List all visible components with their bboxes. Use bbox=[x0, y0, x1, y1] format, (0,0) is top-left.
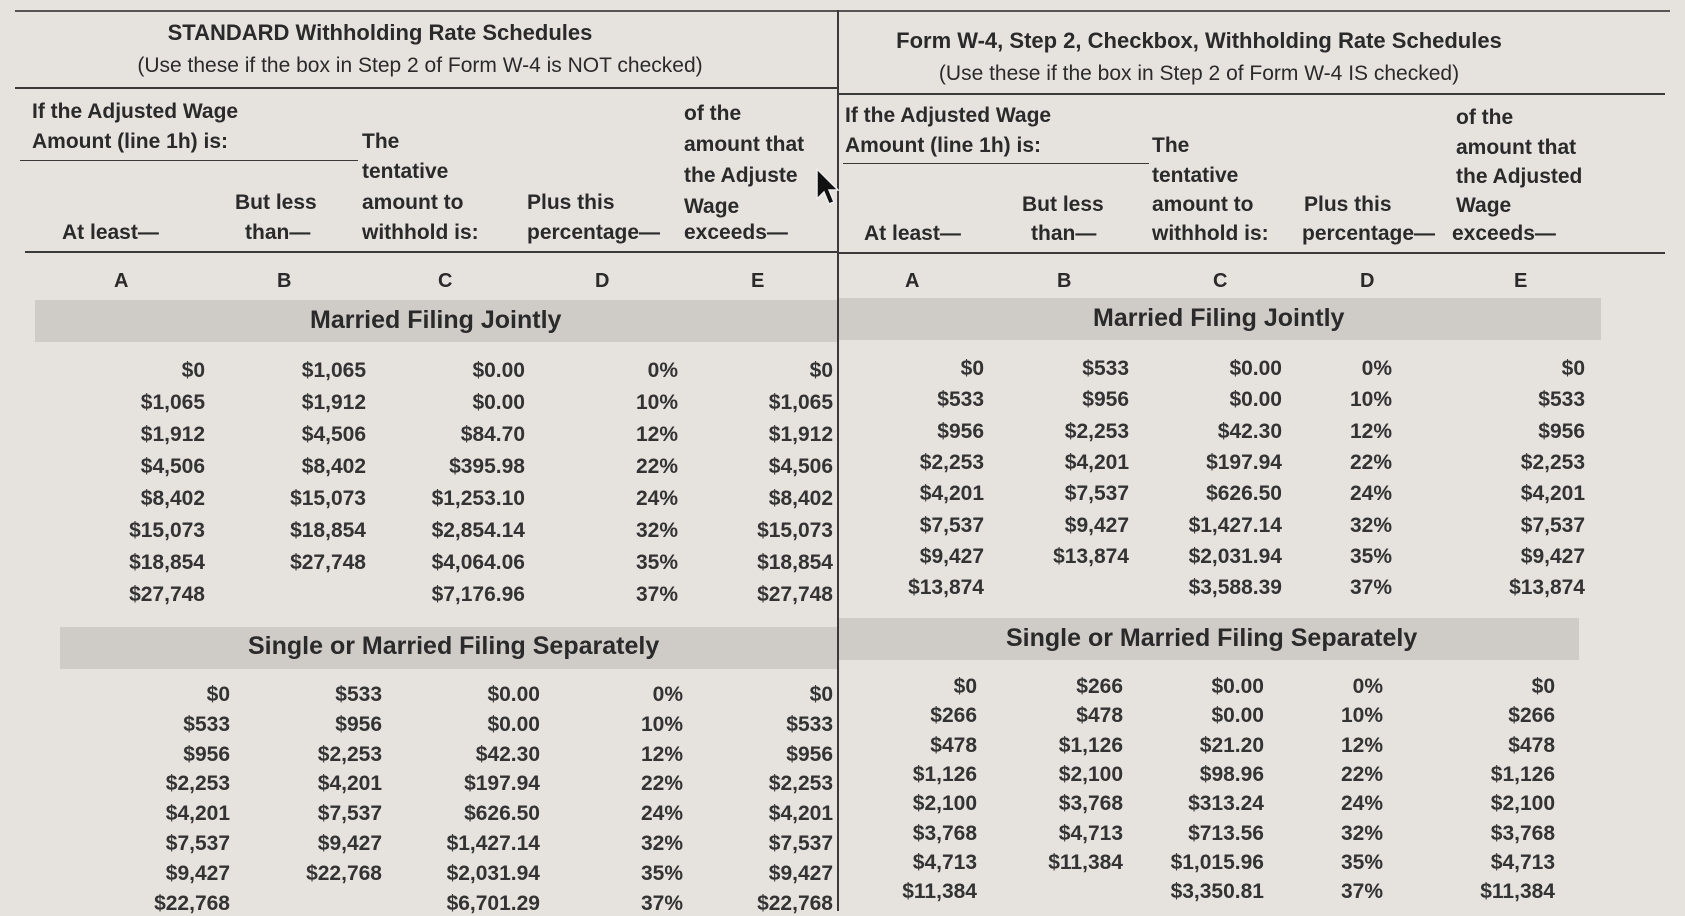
but-less-header-2: than— bbox=[1031, 222, 1097, 245]
cell-but-less-than: $11,384 bbox=[1048, 850, 1123, 874]
wage-header-rule bbox=[20, 160, 358, 161]
cell-but-less-than: $9,427 bbox=[1064, 513, 1129, 537]
cell-at-least: $4,201 bbox=[165, 802, 230, 826]
cell-at-least: $533 bbox=[183, 712, 230, 736]
column-letter-e: E bbox=[751, 270, 765, 292]
cell-but-less-than: $4,201 bbox=[1064, 450, 1129, 474]
cell-exceeds: $0 bbox=[1561, 357, 1585, 380]
cell-tentative-amount: $7,176.96 bbox=[431, 583, 525, 606]
cell-exceeds: $7,537 bbox=[1520, 513, 1585, 537]
cell-but-less-than: $2,100 bbox=[1058, 762, 1123, 786]
cell-but-less-than: $3,768 bbox=[1058, 792, 1123, 816]
cell-percentage: 24% bbox=[1340, 792, 1383, 816]
cell-percentage: 32% bbox=[1340, 821, 1383, 845]
at-least-header: At least— bbox=[62, 221, 159, 244]
cell-tentative-amount: $0.00 bbox=[472, 359, 525, 382]
cell-but-less-than: $533 bbox=[335, 683, 382, 706]
cell-but-less-than: $266 bbox=[1076, 675, 1123, 698]
cell-tentative-amount: $42.30 bbox=[475, 742, 540, 766]
cell-but-less-than: $7,537 bbox=[317, 802, 382, 826]
of-amount-header-5: exceeds— bbox=[684, 221, 788, 244]
cell-percentage: 24% bbox=[640, 802, 683, 826]
cell-percentage: 37% bbox=[1349, 576, 1392, 600]
cell-tentative-amount: $21.20 bbox=[1199, 733, 1264, 757]
but-less-header-1: But less bbox=[235, 191, 317, 214]
cell-percentage: 37% bbox=[1340, 880, 1383, 904]
cell-at-least: $1,065 bbox=[140, 391, 205, 414]
cell-at-least: $7,537 bbox=[165, 832, 230, 855]
cell-exceeds: $18,854 bbox=[757, 551, 833, 574]
tentative-header-3: amount to bbox=[1152, 193, 1254, 216]
cell-exceeds: $478 bbox=[1508, 733, 1555, 757]
cell-tentative-amount: $197.94 bbox=[1206, 450, 1282, 474]
cell-at-least: $13,874 bbox=[908, 576, 984, 600]
cell-at-least: $0 bbox=[960, 357, 984, 380]
cell-tentative-amount: $0.00 bbox=[487, 712, 540, 736]
cell-exceeds: $27,748 bbox=[757, 583, 833, 606]
single-section-title: Single or Married Filing Separately bbox=[1006, 624, 1418, 652]
cell-percentage: 12% bbox=[635, 423, 678, 446]
cell-percentage: 32% bbox=[640, 832, 683, 855]
checkbox-schedule-subtitle: (Use these if the box in Step 2 of Form W-4 IS checked) bbox=[938, 62, 1460, 85]
cell-percentage: 12% bbox=[1340, 733, 1383, 757]
of-amount-header-2: amount that bbox=[1456, 136, 1577, 159]
cell-percentage: 22% bbox=[640, 772, 683, 796]
standard-schedule-panel bbox=[0, 0, 838, 915]
cell-at-least: $0 bbox=[953, 675, 977, 698]
wage-header-line2: Amount (line 1h) is: bbox=[32, 130, 228, 153]
wage-header-rule bbox=[843, 163, 1149, 164]
cell-at-least: $18,854 bbox=[129, 551, 205, 574]
cell-percentage: 0% bbox=[1361, 357, 1392, 380]
column-header-rule bbox=[839, 252, 1665, 254]
cell-percentage: 22% bbox=[635, 455, 678, 478]
wage-header-line1: If the Adjusted Wage bbox=[845, 104, 1052, 127]
of-amount-header-1: of the bbox=[1456, 106, 1514, 129]
cell-but-less-than: $4,201 bbox=[317, 772, 382, 796]
at-least-header: At least— bbox=[864, 222, 961, 245]
cell-percentage: 32% bbox=[635, 519, 678, 542]
cell-at-least: $11,384 bbox=[902, 880, 977, 904]
checkbox-schedule-title: Form W-4, Step 2, Checkbox, Withholding Rate Schedules bbox=[896, 28, 1502, 53]
cell-exceeds: $2,253 bbox=[768, 772, 833, 796]
cell-at-least: $2,253 bbox=[165, 772, 230, 796]
column-letter-e: E bbox=[1514, 270, 1528, 292]
cell-percentage: 10% bbox=[1349, 388, 1392, 412]
of-amount-header-3: the Adjusted bbox=[1456, 165, 1583, 188]
cell-but-less-than: $7,537 bbox=[1064, 482, 1129, 506]
cell-percentage: 0% bbox=[647, 359, 678, 382]
cell-percentage: 24% bbox=[635, 487, 678, 510]
cell-tentative-amount: $0.00 bbox=[1211, 704, 1264, 728]
cell-tentative-amount: $2,854.14 bbox=[431, 519, 525, 542]
of-amount-header-3: the Adjuste bbox=[684, 164, 798, 187]
plus-header-1: Plus this bbox=[527, 191, 615, 214]
cell-at-least: $956 bbox=[937, 419, 984, 443]
cell-exceeds: $3,768 bbox=[1490, 821, 1555, 845]
cell-at-least: $2,100 bbox=[912, 792, 977, 816]
cell-tentative-amount: $1,015.96 bbox=[1170, 850, 1264, 874]
but-less-header-1: But less bbox=[1022, 193, 1104, 216]
cell-tentative-amount: $0.00 bbox=[1229, 388, 1282, 412]
cell-percentage: 37% bbox=[635, 583, 678, 606]
cell-exceeds: $13,874 bbox=[1509, 576, 1585, 600]
cell-tentative-amount: $84.70 bbox=[460, 423, 525, 446]
cell-but-less-than: $533 bbox=[1082, 357, 1129, 380]
of-amount-header-2: amount that bbox=[684, 133, 805, 156]
cell-at-least: $22,768 bbox=[154, 891, 230, 915]
mfj-section-title: Married Filing Jointly bbox=[310, 306, 562, 334]
cell-but-less-than: $15,073 bbox=[290, 487, 366, 510]
cell-exceeds: $9,427 bbox=[1520, 544, 1585, 568]
cell-tentative-amount: $2,031.94 bbox=[446, 861, 540, 885]
cell-but-less-than: $22,768 bbox=[306, 861, 382, 885]
cell-at-least: $8,402 bbox=[140, 487, 205, 510]
cell-but-less-than: $4,713 bbox=[1058, 821, 1123, 845]
cell-percentage: 12% bbox=[640, 742, 683, 766]
cell-percentage: 22% bbox=[1349, 450, 1392, 474]
cell-at-least: $0 bbox=[206, 683, 230, 706]
cell-percentage: 35% bbox=[1349, 544, 1392, 568]
cell-percentage: 0% bbox=[1352, 675, 1383, 698]
tentative-header-2: tentative bbox=[362, 160, 449, 183]
cell-but-less-than: $478 bbox=[1076, 704, 1123, 728]
column-letter-d: D bbox=[1360, 270, 1375, 292]
cell-exceeds: $0 bbox=[809, 683, 833, 706]
cell-tentative-amount: $626.50 bbox=[464, 802, 540, 826]
cell-tentative-amount: $0.00 bbox=[1229, 357, 1282, 380]
cell-percentage: 35% bbox=[1340, 850, 1383, 874]
cell-tentative-amount: $42.30 bbox=[1217, 419, 1282, 443]
cell-exceeds: $4,506 bbox=[768, 455, 833, 478]
checkbox-schedule-panel bbox=[839, 0, 1685, 911]
cell-but-less-than: $2,253 bbox=[1064, 419, 1129, 443]
cell-but-less-than: $9,427 bbox=[317, 832, 382, 855]
cell-exceeds: $2,100 bbox=[1490, 792, 1555, 816]
cell-exceeds: $1,912 bbox=[768, 423, 833, 446]
cell-percentage: 32% bbox=[1349, 513, 1392, 537]
cell-percentage: 37% bbox=[640, 891, 683, 915]
cell-percentage: 24% bbox=[1349, 482, 1392, 506]
cell-exceeds: $956 bbox=[1538, 419, 1585, 443]
tentative-header-2: tentative bbox=[1152, 164, 1239, 187]
cell-but-less-than: $956 bbox=[1082, 388, 1129, 412]
cell-percentage: 35% bbox=[635, 551, 678, 574]
cell-but-less-than: $1,065 bbox=[301, 359, 366, 382]
cell-exceeds: $1,126 bbox=[1490, 762, 1555, 786]
wage-header-line1: If the Adjusted Wage bbox=[32, 100, 239, 123]
column-letter-b: B bbox=[277, 270, 292, 292]
cell-at-least: $4,506 bbox=[140, 455, 205, 478]
cell-at-least: $533 bbox=[937, 388, 984, 412]
cell-exceeds: $4,713 bbox=[1490, 850, 1555, 874]
plus-header-2: percentage— bbox=[527, 221, 661, 244]
cell-exceeds: $7,537 bbox=[768, 832, 833, 855]
plus-header-1: Plus this bbox=[1304, 193, 1392, 216]
cell-but-less-than: $8,402 bbox=[301, 455, 366, 478]
column-letter-a: A bbox=[905, 270, 920, 292]
cell-tentative-amount: $395.98 bbox=[449, 455, 525, 478]
cell-exceeds: $11,384 bbox=[1480, 880, 1555, 904]
cell-exceeds: $266 bbox=[1508, 704, 1555, 728]
tentative-header-1: The bbox=[362, 130, 400, 153]
cell-tentative-amount: $626.50 bbox=[1206, 482, 1282, 506]
column-letter-c: C bbox=[438, 270, 453, 292]
cell-at-least: $27,748 bbox=[129, 583, 205, 606]
cell-exceeds: $22,768 bbox=[757, 891, 833, 915]
cell-at-least: $956 bbox=[183, 742, 230, 766]
cell-exceeds: $956 bbox=[786, 742, 833, 766]
cell-at-least: $9,427 bbox=[919, 544, 984, 568]
cell-exceeds: $4,201 bbox=[768, 802, 833, 826]
cell-exceeds: $15,073 bbox=[757, 519, 833, 542]
cell-exceeds: $2,253 bbox=[1520, 450, 1585, 474]
cell-but-less-than: $956 bbox=[335, 712, 382, 736]
cell-at-least: $1,126 bbox=[912, 762, 977, 786]
cell-tentative-amount: $0.00 bbox=[1211, 675, 1264, 698]
cell-percentage: 0% bbox=[652, 683, 683, 706]
but-less-header-2: than— bbox=[245, 221, 311, 244]
plus-header-2: percentage— bbox=[1302, 222, 1436, 245]
cell-exceeds: $1,065 bbox=[768, 391, 833, 414]
cell-but-less-than: $1,126 bbox=[1058, 733, 1123, 757]
cell-tentative-amount: $713.56 bbox=[1188, 821, 1264, 845]
cell-percentage: 22% bbox=[1340, 762, 1383, 786]
column-letter-c: C bbox=[1213, 270, 1228, 292]
cell-exceeds: $0 bbox=[1531, 675, 1555, 698]
cell-tentative-amount: $6,701.29 bbox=[446, 891, 540, 915]
cell-tentative-amount: $1,427.14 bbox=[446, 832, 540, 855]
cell-percentage: 10% bbox=[635, 391, 678, 414]
cell-percentage: 10% bbox=[1340, 704, 1383, 728]
cell-exceeds: $4,201 bbox=[1520, 482, 1585, 506]
title-rule bbox=[839, 93, 1665, 95]
cell-exceeds: $533 bbox=[786, 712, 833, 736]
cell-at-least: $3,768 bbox=[912, 821, 977, 845]
cell-at-least: $9,427 bbox=[165, 861, 230, 885]
cell-tentative-amount: $4,064.06 bbox=[431, 551, 525, 574]
cell-tentative-amount: $197.94 bbox=[464, 772, 540, 796]
cell-at-least: $2,253 bbox=[919, 450, 984, 474]
cell-at-least: $4,201 bbox=[919, 482, 984, 506]
cell-but-less-than: $18,854 bbox=[290, 519, 366, 542]
cell-tentative-amount: $2,031.94 bbox=[1188, 544, 1282, 568]
tentative-header-1: The bbox=[1152, 134, 1190, 157]
cell-at-least: $7,537 bbox=[919, 513, 984, 537]
cell-at-least: $15,073 bbox=[129, 519, 205, 542]
cell-but-less-than: $2,253 bbox=[317, 742, 382, 766]
cell-but-less-than: $27,748 bbox=[290, 551, 366, 574]
of-amount-header-5: exceeds— bbox=[1452, 222, 1556, 245]
column-letter-b: B bbox=[1057, 270, 1072, 292]
cell-percentage: 35% bbox=[640, 861, 683, 885]
single-section-title: Single or Married Filing Separately bbox=[248, 632, 660, 660]
column-letter-d: D bbox=[595, 270, 610, 292]
cell-tentative-amount: $1,253.10 bbox=[431, 487, 525, 510]
cell-tentative-amount: $313.24 bbox=[1188, 792, 1264, 816]
cell-tentative-amount: $98.96 bbox=[1199, 762, 1264, 786]
cell-at-least: $4,713 bbox=[912, 850, 977, 874]
cell-at-least: $1,912 bbox=[140, 423, 205, 446]
cell-percentage: 12% bbox=[1349, 419, 1392, 443]
of-amount-header-1: of the bbox=[684, 102, 742, 125]
column-header-rule bbox=[25, 251, 837, 253]
cell-at-least: $0 bbox=[181, 359, 205, 382]
cell-tentative-amount: $0.00 bbox=[472, 391, 525, 414]
standard-schedule-title: STANDARD Withholding Rate Schedules bbox=[167, 20, 593, 45]
standard-schedule-subtitle: (Use these if the box in Step 2 of Form W-4 is NOT checked) bbox=[137, 54, 703, 77]
mfj-section-title: Married Filing Jointly bbox=[1093, 304, 1345, 332]
title-rule bbox=[15, 87, 837, 89]
cell-exceeds: $9,427 bbox=[768, 861, 833, 885]
of-amount-header-4: Wage bbox=[684, 195, 740, 218]
tentative-header-4: withhold is: bbox=[362, 221, 479, 244]
cell-exceeds: $8,402 bbox=[768, 487, 833, 510]
cell-percentage: 10% bbox=[640, 712, 683, 736]
cell-tentative-amount: $3,350.81 bbox=[1170, 880, 1264, 904]
cell-but-less-than: $13,874 bbox=[1053, 544, 1129, 568]
cell-at-least: $478 bbox=[930, 733, 977, 757]
cell-exceeds: $0 bbox=[809, 359, 833, 382]
mouse-pointer-icon bbox=[815, 167, 841, 207]
cell-exceeds: $533 bbox=[1538, 388, 1585, 412]
tentative-header-3: amount to bbox=[362, 191, 464, 214]
tentative-header-4: withhold is: bbox=[1152, 222, 1269, 245]
cell-but-less-than: $4,506 bbox=[301, 423, 366, 446]
of-amount-header-4: Wage bbox=[1456, 194, 1512, 217]
cell-but-less-than: $1,912 bbox=[301, 391, 366, 414]
cell-at-least: $266 bbox=[930, 704, 977, 728]
cell-tentative-amount: $0.00 bbox=[487, 683, 540, 706]
wage-header-line2: Amount (line 1h) is: bbox=[845, 134, 1041, 157]
cell-tentative-amount: $3,588.39 bbox=[1188, 576, 1282, 600]
column-letter-a: A bbox=[114, 270, 129, 292]
cell-tentative-amount: $1,427.14 bbox=[1188, 513, 1282, 537]
